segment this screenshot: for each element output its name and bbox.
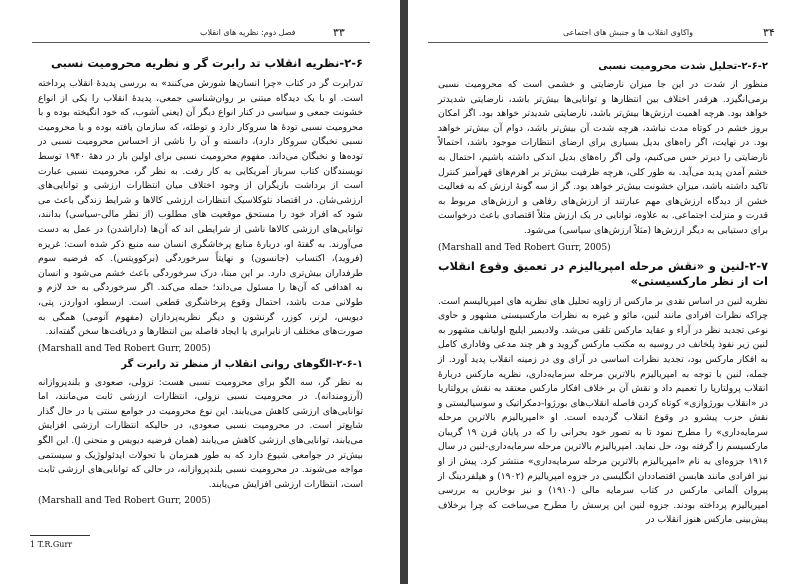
citation: (Marshall and Ted Robert Gurr, 2005) [38, 343, 211, 354]
paragraph: به نظر گر، سه الگو برای محرومیت نسبی هست: نزولی، صعودی و بلندپروازانه (آرزومندانه). در محرومیت نسبی نزولی، انتظارات ارزشی ثابت می‌مانند، اما توانایی‌های ارزشی کاهش می‌یابند. این نوع محرومیت در جوامع سنتی یا در حال گذار شایع‌تر است. در محرومیت نسبی صعودی، در حالیکه انتظارات ارزشی افزایش می‌یابند، توانایی‌های ارزشی کاهش می‌یابند (همان فرضیه دیویس و منحنی J). این الگو بیش‌تر در جوامعی شیوع دارد که به طور همزمان با تحولات ایدئولوژیک و سیستمی مواجه می‌شوند. در محرومیت نسبی بلندپروازانه، در حالی که توانایی‌های ارزشی ثابت است، انتظارات ارزشی افزایش می‌یابند. [38, 376, 363, 490]
header-rule [428, 42, 768, 43]
right-page-content [438, 56, 768, 532]
citation: (Marshall and Ted Robert Gurr, 2005) [38, 496, 211, 507]
section-title: ۲-۶-نظریه انقلاب تد رابرت گر و نظریه محرومیت نسبی [51, 56, 363, 70]
citation: (Marshall and Ted Robert Gurr, 2005) [438, 242, 611, 253]
paragraph: نظریه لنین در اساس نقدی بر مارکس از زاویه تحلیل های نظریه های امپریالیسم است. چراکه نظرات افرادی مانند لنین، مائو و غیره به نظرات مارکسیستی مشهور و حاوی نوعی تجدید نظر در آراء و عقاید مارکس تلقی می‌شد. ولادیمیر ایلیچ اولیانف مشهور به لنین زیر نفوذ پلخانف در روسیه به مکتب مارکس گروید و هر چند مدعی وفاداری کامل به افکار مارکس بود، تجدید نظرات اساسی در آرای وی در زمینه انقلاب پدید آورد. از جمله، لنین با توجه به امپریالیزم بالاترین مرحله سرمایه‌داری، نظریه مارکس دربارهٔ انقلاب پرولتاریا را تعمیم داد و نقش آن بر خلاف افکار مارکس معتقد به نقش پرولتاریا در «انقلاب بورژوازی» کوتاه کردن فاصله انقلاب‌های بورژوا-دمکراتیک و سوسیالیستی و نقش حزب پیشرو در وقوع انقلاب گردیده است. او «امپریالیزم بالاترین مرحله سرمایه‌داری» را مطرح نمود تا به تصور خود بحرانی را که در پایان قرن ۱۹ گریبان مارکسیسم را گرفته بود، حل نماید. امپریالیزم بالاترین مرحله سرمایه‌داری-لنین در سال ۱۹۱۶ جزوه‌ای به نام «امپریالیزم بالاترین مرحله سرمایه‌داری» منتشر کرد. پیش از او نیز افرادی مانند هابسن اقتصاددان انگلیسی در جزوه امپریالیزم (۱۹۰۲) و هیلفردینگ از پیروان آلمانی مارکس در کتاب سرمایه مالی (۱۹۱۰) و نیز بوخارین به بررسی امپریالیزم پرداخته بودند. جزوه لنین این پرسش را مطرح می‌ساخت که چرا برخلاف پیش‌بینی مارکس هنوز انقلاب در [438, 295, 768, 526]
running-header: فصل دوم: نظریه های انقلاب [200, 28, 296, 37]
running-header: واکاوی انقلاب ها و جنبش های اجتماعی [563, 28, 694, 37]
section-title: ۲-۶-۲-تحلیل شدت محرومیت نسبی [598, 61, 768, 72]
header-rule [32, 42, 370, 43]
paragraph: منظور از شدت در این جا میزان نارضایتی و خشمی است که محرومیت نسبی برمی‌انگیزد. هرقدر اختلاف بین انتظارها و توانایی‌ها بیش‌تر باشد، نارضایتی شدیدتر خواهد بود. هرچه اهمیت ارزش‌ها بیش‌تر باشد، نارضایتی شدیدتر خواهد بود. اگر امکان بروز خشم در کوتاه مدت نباشد، هرچه شدت آن بیش‌تر باشد، دوام آن بیش‌تر خواهد بود. در نهایت، اگر راه‌های بدیل بسیاری برای ارضای انتظارات موجود باشد، احتمالاً نارضایتی را دیرتر حس می‌کنیم، ولی اگر راه‌های بدیل اندکی داشته باشیم، احتمال به خشم آمدن پدید می‌آید. به طور کلی، هرچه ظرفیت بیش‌تر بر اهرم‌های قهرآمیز کنترل تاکید داشته باشد، میزان خشونت بیش‌تر خواهد بود. گر از سه گونهٔ ارزش که به فعالیت خشن از دیدگاه ارزش‌های مهم عبارتند از ارزش‌های رفاهی و ارزش‌های مربوط به قدرت و منزلت اجتماعی. به علاوه، توانایی در یک ارزش مثلاً اقتصادی باعث درخواست برای دستیابی به دیگر ارزش‌ها (مثلاً ارزش‌های سیاسی) می‌شود. [438, 79, 768, 236]
footnote: 1 T.R.Gurr [30, 540, 73, 549]
left-page-content [38, 56, 363, 506]
footnote-rule [30, 535, 90, 536]
subsection-title: ۲-۶-۱-الگوهای روانی انقلاب از منظر تد رابرت گر [121, 358, 363, 370]
section-title: ۲-۷-لنین و «نقش مرحله امپریالیزم در تعمیق وقوع انقلاب ات از نظر مارکسیستی» [438, 258, 768, 288]
paragraph: تدرابرت گر در کتاب «چرا انسان‌ها شورش می‌کنند» به بررسی پدیدهٔ انقلاب پرداخته است. او با یک دیدگاه مبتنی بر روان‌شناسی جمعی، پدیدهٔ انقلاب را یکی از انواع خشونت جمعی و سیاسی در کنار انواع دیگر آن (یعنی آشوب، که خود انگیخته بوده و با محرومیت نسبی تودهٔ ها سروکار دارد و توطئه، که سازمان یافته بوده و با محرومیت نسبی نخبگان سروکار دارد)، دانسته و آن را ناشی از احساس محرومیت نسبی در توده‌ها و نخبگان می‌داند. مفهوم محرومیت نسبی برای اولین بار در دههٔ ۱۹۴۰ توسط نویسندگان کتاب سرباز آمریکایی به کار رفت. به نظر گر، محرومیت نسبی عبارت است از برداشت بازیگران از وجود اختلاف میان انتظارات ارزشی و توانایی‌های ارزشی‌شان. در اقتصاد نئوکلاسیک انتظارات ارزشی کالاها و شرایط زندگی باعث می شود که افراد خود را مستحق موقعیت های مطلوب (از نظر مالی-سیاسی) بدانند، توانایی‌های ارزشی کالاها ناشی از شرایطی اند که آن‌ها (دارا‌شدن) در عمل به دست می‌آورند. به گفتهٔ او، دربارهٔ منابع پرخاشگری انسان سه منبع ذکر شده است: غریزه (فروید)، اکتساب (جانسون) و نهایتاً سرخوردگی (برکوویتس). که فرضیه سوم طرفداران بیش‌تری دارد. بر این مبنا، درک سرخوردگی باعث خشم می‌شود و انسان به اهدافی که آن‌ها را مسئول می‌داند؛ حمله می‌کند. اگر سرخوردگی به حد لازم و طولانی مدت باشد، احتمال وقوع پرخاشگری قطعی است. ارسطو، ادواردز، پتی، دیویس، لرنر، کوزر، گرنشون و دیگر نظریه‌پردازان (مفهوم آنومی) همگی به صورت‌های مختلف از نابرابری یا ایجاد فاصله بین انتظارها و دریافت‌ها سخن گفته‌اند. [38, 78, 363, 338]
page-number: ۳۳ [333, 26, 345, 39]
page-number: ۳۴ [763, 26, 775, 39]
right-page [408, 0, 800, 584]
